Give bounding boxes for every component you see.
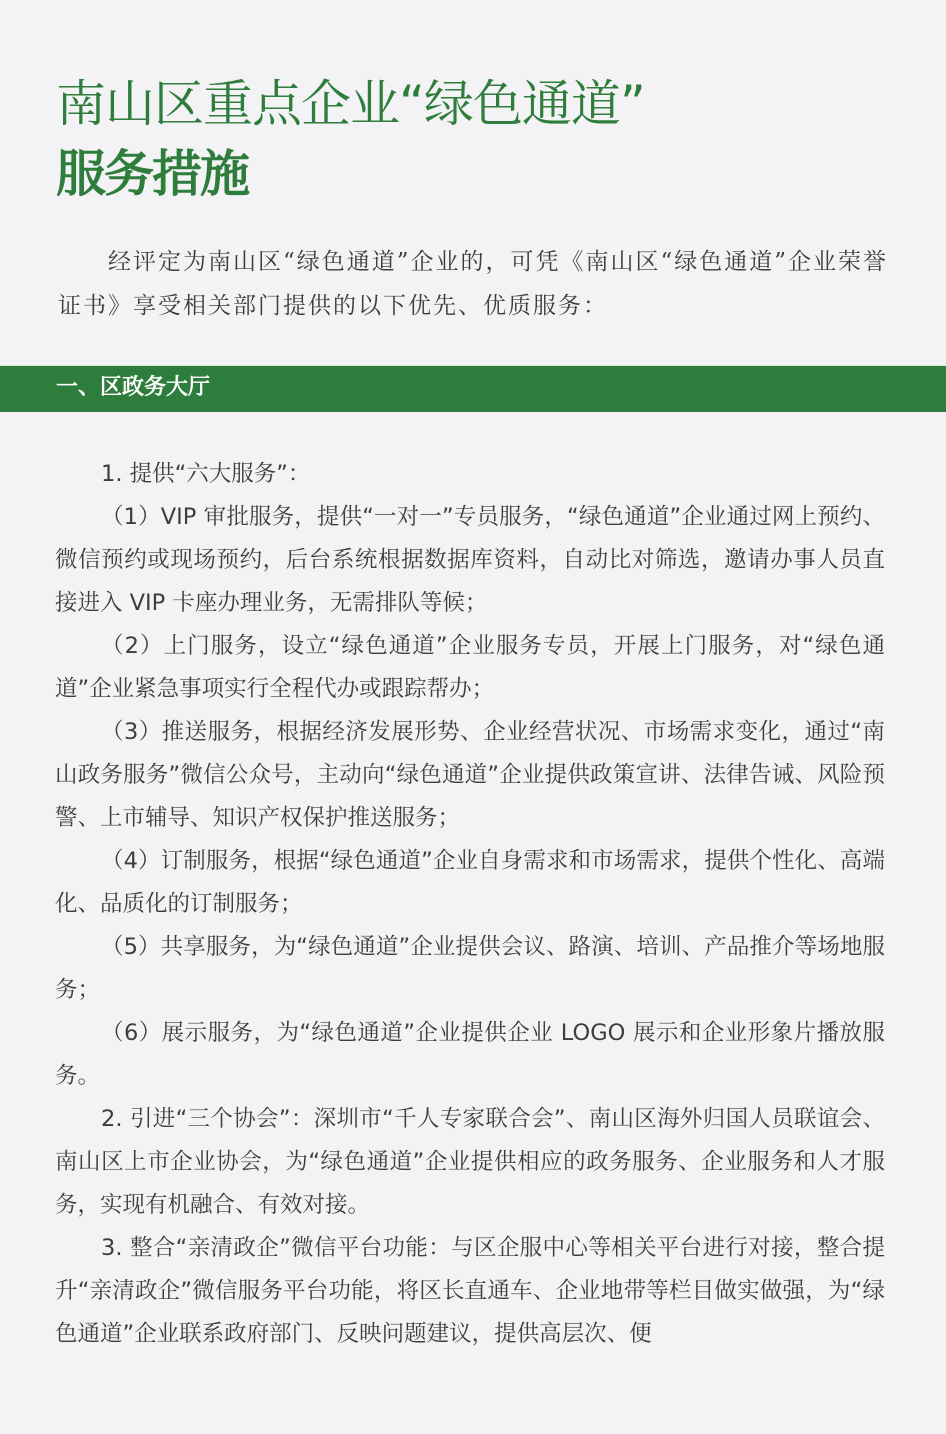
paragraph-custom-service: （4）订制服务，根据“绿色通道”企业自身需求和市场需求，提供个性化、高端化、品质化的订制服务； (55, 848, 885, 917)
paragraph-item-1-heading: 1. 提供“六大服务”： (101, 461, 311, 487)
paragraph-three-associations: 2. 引进“三个协会”：深圳市“千人专家联合会”、南山区海外归国人员联谊会、南山区上市企业协会，为“绿色通道”企业提供相应的政务服务、企业服务和人才服务，实现有机融合、有效对接。 (55, 1106, 885, 1218)
document-title: 南山区重点企业“绿色通道” (56, 75, 645, 133)
paragraph-vip-service: （1）VIP 审批服务，提供“一对一”专员服务，“绿色通道”企业通过网上预约、微信预约或现场预约，后台系统根据数据库资料，自动比对筛选，邀请办事人员直接进入 VIP 卡座办理业务，无需排队等候； (55, 504, 885, 616)
document-subtitle: 服务措施 (56, 145, 248, 203)
paragraph-wechat-platform: 3. 整合“亲清政企”微信平台功能：与区企服中心等相关平台进行对接，整合提升“亲清政企”微信服务平台功能，将区长直通车、企业地带等栏目做实做强，为“绿色通道”企业联系政府部门、反映问题建议，提供高层次、便 (55, 1235, 885, 1347)
section-header-bar (0, 365, 946, 412)
section-body (55, 453, 885, 1356)
intro-text: 经评定为南山区“绿色通道”企业的，可凭《南山区“绿色通道”企业荣誉证书》享受相关部门提供的以下优先、优质服务： (58, 249, 889, 319)
paragraph-onsite-service: （2）上门服务，设立“绿色通道”企业服务专员，开展上门服务，对“绿色通道”企业紧急事项实行全程代办或跟踪帮办； (55, 633, 885, 702)
paragraph-shared-service: （5）共享服务，为“绿色通道”企业提供会议、路演、培训、产品推介等场地服务； (55, 934, 885, 1003)
paragraph-push-service: （3）推送服务，根据经济发展形势、企业经营状况、市场需求变化，通过“南山政务服务”微信公众号，主动向“绿色通道”企业提供政策宣讲、法律告诫、风险预警、上市辅导、知识产权保护推送服务； (55, 719, 885, 831)
section-heading: 一、区政务大厅 (56, 375, 211, 400)
intro-paragraph (58, 240, 898, 328)
paragraph-display-service: （6）展示服务，为“绿色通道”企业提供企业 LOGO 展示和企业形象片播放服务。 (55, 1020, 885, 1089)
